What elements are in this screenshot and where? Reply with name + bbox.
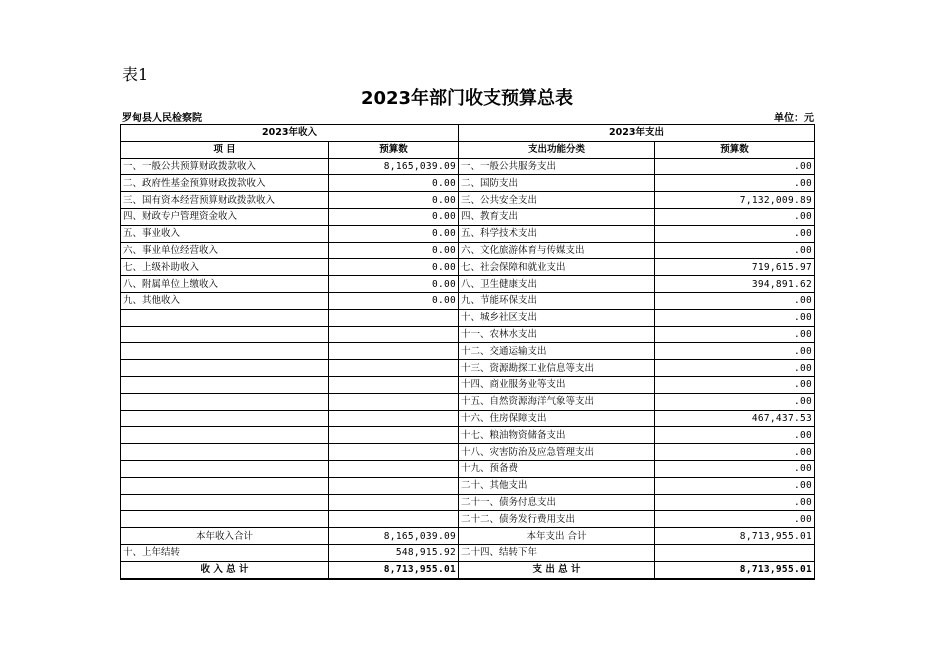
unit-label: 单位：元 <box>774 113 814 124</box>
expense-item-value: .00 <box>655 242 815 259</box>
table-row <box>121 175 815 192</box>
table-row <box>121 242 815 259</box>
income-item-name <box>121 444 329 461</box>
income-item-value: 8,165,039.09 <box>329 158 459 175</box>
grand-total-row <box>121 561 815 578</box>
expense-item-value: .00 <box>655 376 815 393</box>
income-item-value <box>329 326 459 343</box>
page-title: 2023年部门收支预算总表 <box>360 88 574 109</box>
income-total-value: 8,713,955.01 <box>329 561 459 578</box>
expense-item-value: .00 <box>655 494 815 511</box>
expense-carryover-value <box>655 544 815 561</box>
income-item-name <box>121 511 329 528</box>
expense-item-value: .00 <box>655 460 815 477</box>
income-section-header: 2023年收入 <box>121 125 459 142</box>
expense-budget-column-header: 预算数 <box>655 141 815 158</box>
income-item-name: 四、财政专户管理资金收入 <box>121 208 329 225</box>
income-item-value: 0.00 <box>329 259 459 276</box>
income-item-name: 八、附属单位上缴收入 <box>121 276 329 293</box>
table-row <box>121 494 815 511</box>
income-subtotal-value: 8,165,039.09 <box>329 528 459 545</box>
expense-item-name: 九、节能环保支出 <box>459 292 655 309</box>
carryover-row <box>121 544 815 561</box>
income-item-value: 0.00 <box>329 192 459 209</box>
expense-carryover-label: 二十四、结转下年 <box>459 544 655 561</box>
expense-item-name: 十六、住房保障支出 <box>459 410 655 427</box>
table-row <box>121 444 815 461</box>
table-row <box>121 225 815 242</box>
income-item-value: 0.00 <box>329 276 459 293</box>
table-row <box>121 276 815 293</box>
table-row <box>121 393 815 410</box>
table-row <box>121 208 815 225</box>
expense-item-name: 十九、预备费 <box>459 460 655 477</box>
table-row <box>121 259 815 276</box>
income-item-name <box>121 360 329 377</box>
expense-item-value: .00 <box>655 360 815 377</box>
expense-subtotal-value: 8,713,955.01 <box>655 528 815 545</box>
expense-item-name: 六、文化旅游体育与传媒支出 <box>459 242 655 259</box>
income-item-value <box>329 343 459 360</box>
income-item-value: 0.00 <box>329 242 459 259</box>
income-item-name: 九、其他收入 <box>121 292 329 309</box>
income-item-value <box>329 511 459 528</box>
income-item-name <box>121 460 329 477</box>
income-item-name <box>121 326 329 343</box>
income-item-value <box>329 393 459 410</box>
item-column-header: 项 目 <box>121 141 329 158</box>
income-item-name: 二、政府性基金预算财政拨款收入 <box>121 175 329 192</box>
income-item-name: 一、一般公共预算财政拨款收入 <box>121 158 329 175</box>
expense-item-name: 二十二、债务发行费用支出 <box>459 511 655 528</box>
income-item-value: 0.00 <box>329 208 459 225</box>
expense-section-header: 2023年支出 <box>459 125 815 142</box>
income-budget-column-header: 预算数 <box>329 141 459 158</box>
expense-item-value: 7,132,009.89 <box>655 192 815 209</box>
table-row <box>121 511 815 528</box>
expense-item-name: 二十一、债务付息支出 <box>459 494 655 511</box>
expense-total-label: 支 出 总 计 <box>459 561 655 578</box>
expense-item-value: .00 <box>655 511 815 528</box>
expense-item-name: 三、公共安全支出 <box>459 192 655 209</box>
income-item-name <box>121 393 329 410</box>
expense-item-name: 二、国防支出 <box>459 175 655 192</box>
income-item-value <box>329 360 459 377</box>
income-subtotal-label: 本年收入合计 <box>121 528 329 545</box>
income-item-value <box>329 410 459 427</box>
expense-item-value: .00 <box>655 292 815 309</box>
expense-item-name: 十四、商业服务业等支出 <box>459 376 655 393</box>
expense-item-name: 五、科学技术支出 <box>459 225 655 242</box>
expense-item-name: 七、社会保障和就业支出 <box>459 259 655 276</box>
expense-item-value: .00 <box>655 175 815 192</box>
income-item-name <box>121 309 329 326</box>
expense-item-value: .00 <box>655 158 815 175</box>
subtotal-row <box>121 528 815 545</box>
expense-item-name: 十三、资源勘探工业信息等支出 <box>459 360 655 377</box>
expense-item-value: 394,891.62 <box>655 276 815 293</box>
income-carryover-value: 548,915.92 <box>329 544 459 561</box>
expense-item-value: .00 <box>655 427 815 444</box>
income-item-value <box>329 309 459 326</box>
income-carryover-label: 十、上年结转 <box>121 544 329 561</box>
budget-summary-table <box>120 124 815 580</box>
table-row <box>121 192 815 209</box>
expense-item-value: 467,437.53 <box>655 410 815 427</box>
income-item-name <box>121 410 329 427</box>
expense-item-value: .00 <box>655 393 815 410</box>
expense-item-value: .00 <box>655 326 815 343</box>
income-item-name: 六、事业单位经营收入 <box>121 242 329 259</box>
income-item-value: 0.00 <box>329 225 459 242</box>
table-number: 表1 <box>122 65 149 84</box>
expense-subtotal-label: 本年支出 合计 <box>459 528 655 545</box>
expense-total-value: 8,713,955.01 <box>655 561 815 578</box>
expense-item-name: 十、城乡社区支出 <box>459 309 655 326</box>
income-item-name: 五、事业收入 <box>121 225 329 242</box>
expense-item-value: .00 <box>655 343 815 360</box>
expense-item-value: .00 <box>655 309 815 326</box>
expense-item-value: .00 <box>655 208 815 225</box>
category-column-header: 支出功能分类 <box>459 141 655 158</box>
income-item-name <box>121 427 329 444</box>
table-row <box>121 360 815 377</box>
table-row <box>121 309 815 326</box>
table-row <box>121 477 815 494</box>
expense-item-name: 八、卫生健康支出 <box>459 276 655 293</box>
income-item-value <box>329 427 459 444</box>
column-header-row <box>121 141 815 158</box>
income-item-name <box>121 477 329 494</box>
income-item-value: 0.00 <box>329 292 459 309</box>
income-item-value <box>329 477 459 494</box>
expense-item-value: .00 <box>655 477 815 494</box>
expense-item-value: .00 <box>655 444 815 461</box>
expense-item-name: 十八、灾害防治及应急管理支出 <box>459 444 655 461</box>
expense-item-value: 719,615.97 <box>655 259 815 276</box>
table-row <box>121 326 815 343</box>
expense-item-name: 十五、自然资源海洋气象等支出 <box>459 393 655 410</box>
table-row <box>121 427 815 444</box>
income-item-name: 七、上级补助收入 <box>121 259 329 276</box>
income-item-name <box>121 494 329 511</box>
income-item-value <box>329 460 459 477</box>
income-item-value <box>329 444 459 461</box>
table-row <box>121 158 815 175</box>
section-header-row <box>121 125 815 142</box>
table-row <box>121 343 815 360</box>
expense-item-name: 二十、其他支出 <box>459 477 655 494</box>
income-item-name <box>121 376 329 393</box>
income-total-label: 收 入 总 计 <box>121 561 329 578</box>
expense-item-name: 十二、交通运输支出 <box>459 343 655 360</box>
table-row <box>121 376 815 393</box>
income-item-name: 三、国有资本经营预算财政拨款收入 <box>121 192 329 209</box>
table-row <box>121 292 815 309</box>
table-row <box>121 410 815 427</box>
expense-item-name: 十一、农林水支出 <box>459 326 655 343</box>
income-item-value <box>329 376 459 393</box>
table-row <box>121 460 815 477</box>
expense-item-name: 一、一般公共服务支出 <box>459 158 655 175</box>
expense-item-value: .00 <box>655 225 815 242</box>
income-item-name <box>121 343 329 360</box>
expense-item-name: 四、教育支出 <box>459 208 655 225</box>
expense-item-name: 十七、粮油物资储备支出 <box>459 427 655 444</box>
income-item-value: 0.00 <box>329 175 459 192</box>
organization-name: 罗甸县人民检察院 <box>122 113 202 124</box>
income-item-value <box>329 494 459 511</box>
